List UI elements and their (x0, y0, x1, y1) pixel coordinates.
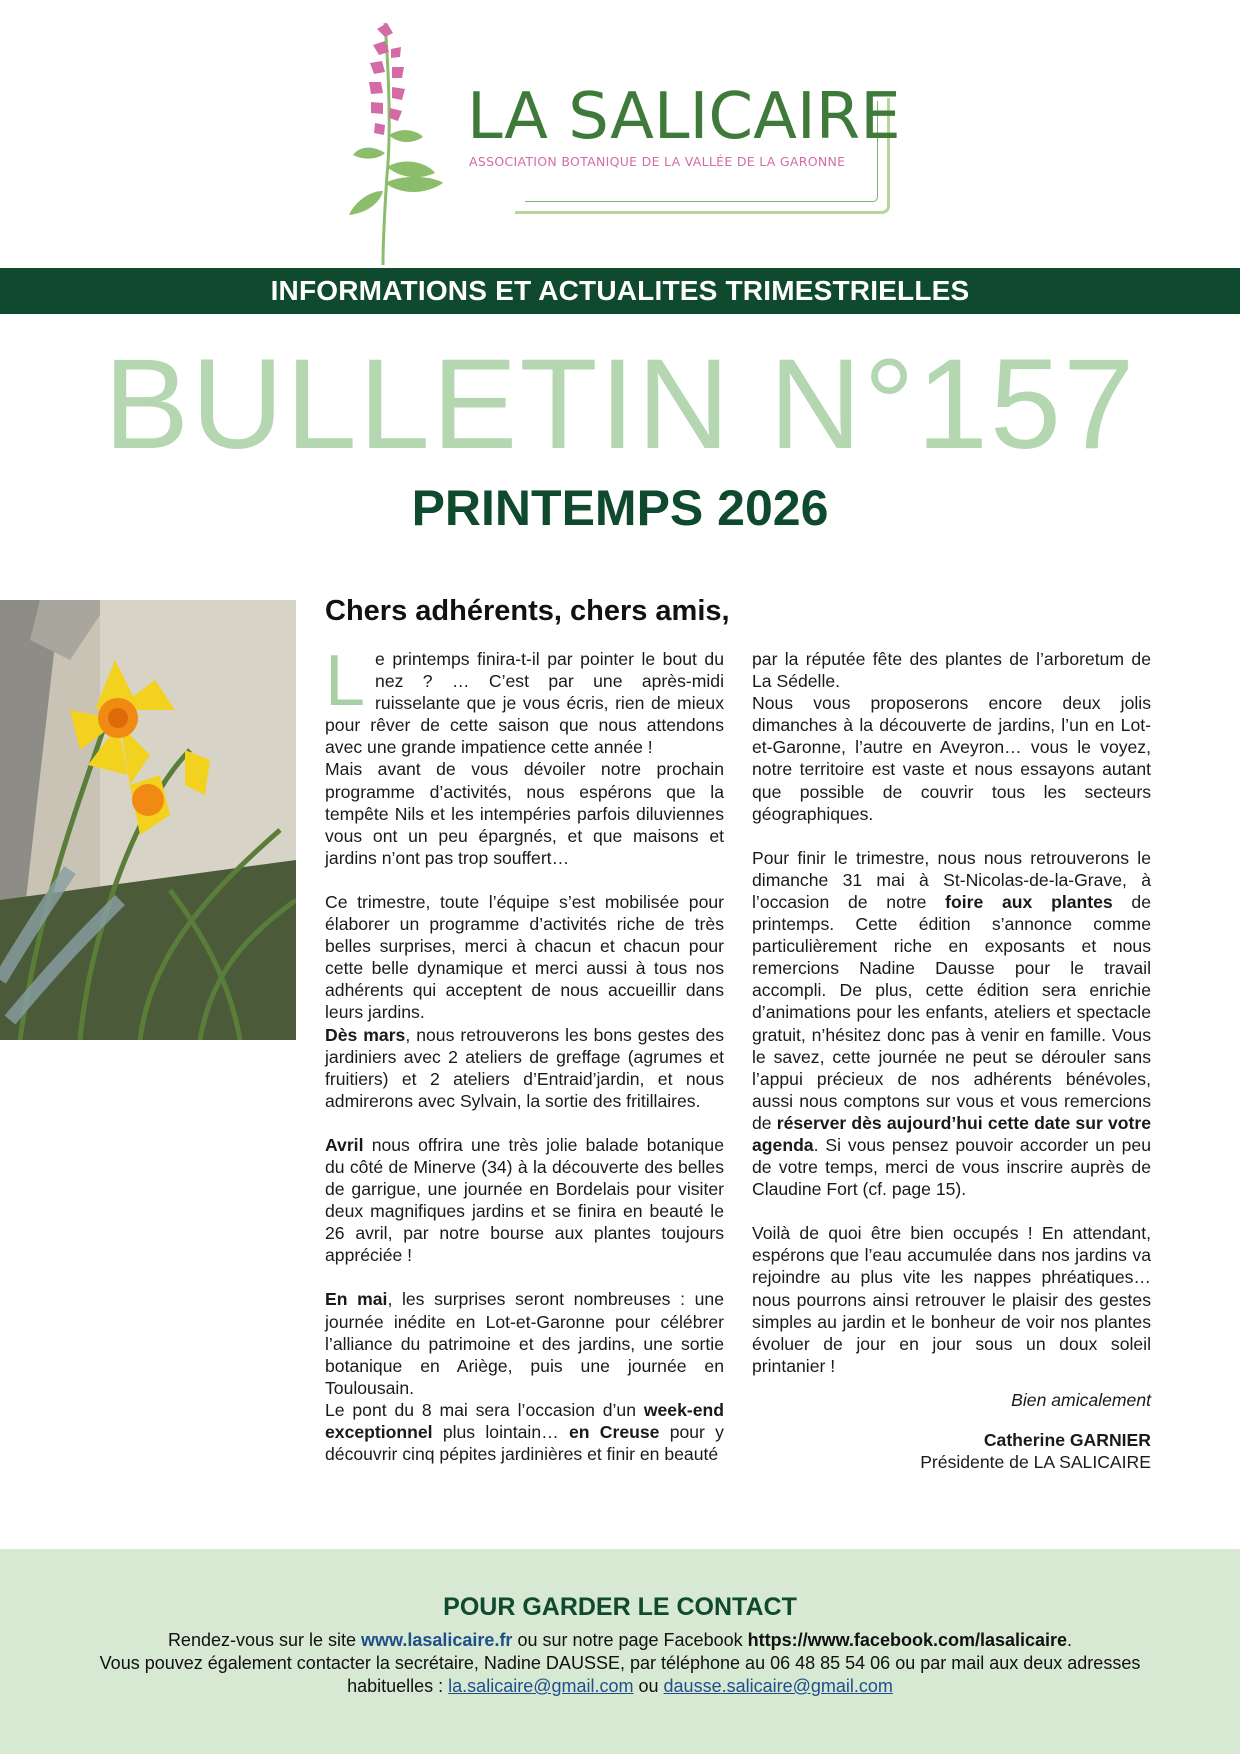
logo-subtitle: ASSOCIATION BOTANIQUE DE LA VALLÉE DE LA GARONNE (469, 154, 846, 169)
daffodil-illustration-icon (0, 600, 296, 1040)
letter-paragraph: Ce trimestre, toute l’équipe s’est mobilisée pour élaborer un programme d’activités riche de très belles surprises, merci à chacun et chacun pour cette belle dynamique et merci aussi à tous nos adhérents qui acceptent de nous accueillir dans leurs jardins. (325, 891, 724, 1023)
facebook-link[interactable]: https://www.facebook.com/lasalicaire (747, 1630, 1068, 1650)
letter-paragraph: par la réputée fête des plantes de l’arboretum de La Sédelle. (752, 649, 1151, 692)
signature-name: Catherine GARNIER (983, 1430, 1151, 1450)
email-link-2[interactable]: dausse.salicaire@gmail.com (663, 1676, 893, 1696)
association-logo (345, 15, 905, 265)
footer-line-site: Rendez-vous sur le site www.lasalicaire.fr ou sur notre page Facebook https://www.facebook.com/lasalicaire. (167, 1630, 1073, 1650)
footer-line-mails: habituelles : la.salicaire@gmail.com ou dausse.salicaire@gmail.com (347, 1676, 893, 1696)
letter-paragraph: Avril nous offrira une très jolie balade botanique du côté de Minerve (34) à la découverte des belles de garrigue, une journée en Bordelais pour visiter deux magnifiques jardins et se finira en beauté le 26 avril, par notre bourse aux plantes toujours appréciée ! (325, 1134, 724, 1266)
letter-paragraph: Nous vous proposerons encore deux jolis dimanches à la découverte de jardins, l’un en Lot-et-Garonne, l’autre en Aveyron… vous le voyez, notre territoire est vaste et nous essayons autant que possible de couvrir tous les secteurs géographiques. (752, 693, 1151, 824)
logo-name: LA SALICAIRE (467, 80, 901, 154)
signature-role: Présidente de LA SALICAIRE (920, 1452, 1151, 1473)
letter-greeting: Chers adhérents, chers amis, (325, 595, 730, 627)
footer-line-contact: Vous pouvez également contacter la secrétaire, Nadine DAUSSE, par téléphone au 06 48 85 54 06 ou par mail aux deux adresses (99, 1653, 1141, 1673)
bulletin-title: BULLETIN N°157 (103, 333, 1137, 476)
loosestrife-flower-logo-icon (345, 15, 475, 265)
letter-paragraph: Le printemps finira-t-il par pointer le bout du nez ? … C’est par une après-midi ruisselante que je vous écris, rien de mieux pour rêver de cette saison que nous attendons avec une grande impatience cette année ! (325, 641, 724, 758)
daffodil-photo (0, 600, 296, 1040)
footer-title: POUR GARDER LE CONTACT (443, 1593, 797, 1621)
letter-column-right (752, 648, 1151, 1473)
letter-paragraph: Dès mars, nous retrouverons les bons gestes des jardiniers avec 2 ateliers de greffage (agrumes et fruitiers) et 2 ateliers d’Entraid’jardin, et nous admirerons avec Sylvain, la sortie des fritillaires. (325, 1024, 724, 1111)
letter-paragraph: Pour finir le trimestre, nous nous retrouverons le dimanche 31 mai à St-Nicolas-de-la-Grave, à l’occasion de notre foire aux plantes de printemps. Cette édition s’annonce comme particulièrement riche en exposants et nous remercions Nadine Dausse pour le travail accompli. De plus, cette édition sera enrichie d’animations pour les enfants, ateliers et spectacle gratuit, n’hésitez donc pas à venir en famille. Vous le savez, cette journée ne peut se dérouler sans l’appui précieux de nos adhérents bénévoles, aussi nous comptons sur vous et vous remercions de réserver dès aujourd’hui cette date sur votre agenda. Si vous pensez pouvoir accorder un peu de votre temps, merci de vous inscrire auprès de Claudine Fort (cf. page 15). (752, 847, 1151, 1200)
section-banner: INFORMATIONS ET ACTUALITES TRIMESTRIELLES (0, 268, 1240, 314)
letter-paragraph: En mai, les surprises seront nombreuses : une journée inédite en Lot-et-Garonne pour célébrer l’alliance du patrimoine et des jardins, une sortie botanique en Ariège, puis une journée en Toulousain. (325, 1289, 725, 1398)
letter-closing: Bien amicalement (1011, 1389, 1151, 1410)
season-title: PRINTEMPS 2026 (411, 480, 829, 536)
letter-paragraph: Le pont du 8 mai sera l’occasion d’un week-end exceptionnel plus lointain… en Creuse pour y découvrir cinq pépites jardinières et finir en beauté (325, 1399, 724, 1465)
letter-paragraph: Voilà de quoi être bien occupés ! En attendant, espérons que l’eau accumulée dans nos jardins va rejoindre au plus vite les nappes phréatiques… nous pourrons ainsi retrouver le plaisir des gestes simples au jardin et le bonheur de voir nos plantes évoluer de jour en jour sous un doux soleil printanier ! (752, 1223, 1151, 1376)
letter-paragraph: Mais avant de vous dévoiler notre prochain programme d’activités, nous espérons que la tempête Nils et les intempéries parfois diluviennes vous ont un peu épargnés, et que maisons et jardins n’ont pas trop souffert… (325, 759, 724, 868)
email-link-1[interactable]: la.salicaire@gmail.com (448, 1676, 634, 1696)
contact-footer (0, 1549, 1240, 1754)
website-link[interactable]: www.lasalicaire.fr (361, 1630, 513, 1650)
letter-column-left (325, 641, 725, 1465)
dropcap-letter: L (325, 641, 366, 721)
